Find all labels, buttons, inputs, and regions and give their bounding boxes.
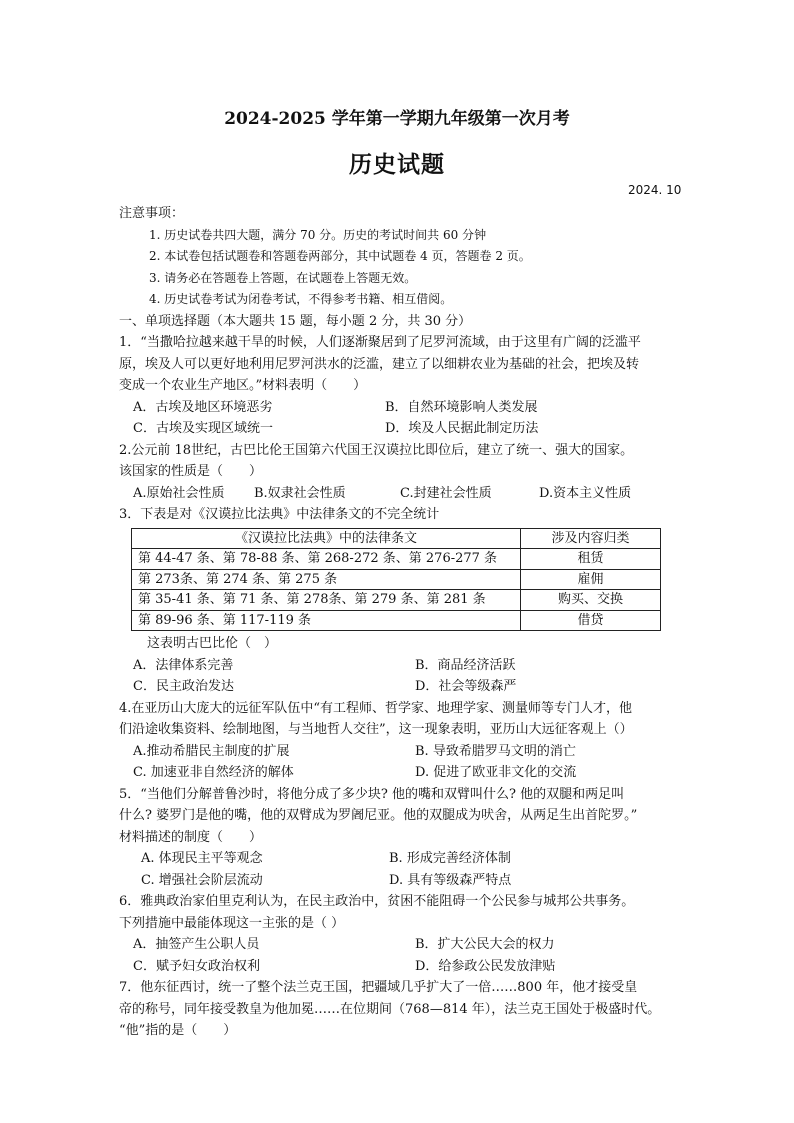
option-b: B.奴隶社会性质 (254, 485, 346, 501)
notice-item: 3. 请务必在答题卷上答题，在试题卷上答题无效。 (149, 270, 417, 285)
question-4 (119, 698, 679, 784)
option-a: A．法律体系完善 (133, 657, 234, 673)
table-header: 《汉谟拉比法典》中的法律条文 (132, 528, 521, 549)
law-table (131, 528, 661, 632)
table-cell: 第 273条、第 274 条、第 275 条 (132, 569, 521, 590)
table-header-row (132, 528, 661, 549)
notice-item: 1. 历史试卷共四大题，满分 70 分。历史的考试时间共 60 分钟 (149, 227, 487, 242)
table-cell: 第 35-41 条、第 71 条、第 278条、第 279 条、第 281 条 (132, 590, 521, 611)
table-row (132, 569, 661, 590)
option-a: A．抽签产生公职人员 (133, 937, 260, 952)
question-7 (119, 977, 679, 1042)
question-text: 变成一个农业生产地区。”材料表明（ ） (119, 378, 367, 393)
question-3 (119, 504, 679, 698)
table-cell: 雇佣 (521, 569, 661, 590)
option-d: D. 具有等级森严特点 (389, 872, 512, 888)
table-row (132, 610, 661, 631)
table-cell: 借贷 (521, 610, 661, 631)
option-a: A．古埃及地区环境恶劣 (133, 399, 273, 415)
option-d: D．埃及人民据此制定历法 (385, 421, 539, 436)
question-text: 们沿途收集资料、绘制地图，与当地哲人交往”，这一现象表明，亚历山大远征客观上（） (119, 722, 633, 737)
option-c: C.封建社会性质 (400, 485, 492, 501)
question-1 (119, 332, 679, 440)
question-text: 这表明古巴比伦（ ） (147, 636, 278, 651)
option-d: D. 促进了欧亚非文化的交流 (415, 765, 577, 780)
question-text: 6．雅典政治家伯里克利认为，在民主政治中，贫困不能阻碍一个公民参与城邦公共事务。 (119, 894, 635, 909)
table-cell: 购买、交换 (521, 590, 661, 611)
question-text: 4.在亚历山大庞大的远征军队伍中“有工程师、哲学家、地理学家、测量师等专门人才，他 (119, 700, 633, 716)
table-header: 涉及内容归类 (521, 528, 661, 549)
option-c: C. 增强社会阶层流动 (141, 872, 263, 888)
question-2 (119, 440, 679, 505)
option-b: B. 形成完善经济体制 (389, 851, 511, 866)
option-a: A.推动希腊民主制度的扩展 (133, 743, 290, 759)
question-5 (119, 784, 679, 892)
option-a: A. 体现民主平等观念 (141, 851, 263, 866)
table-cell: 租赁 (521, 549, 661, 570)
option-d: D．给参政公民发放津贴 (415, 958, 556, 974)
exam-date: 2024. 10 (628, 183, 682, 197)
table-row (132, 590, 661, 611)
notice-item: 4. 历史试卷考试为闭卷考试，不得参考书籍、相互借阅。 (149, 292, 453, 306)
option-d: D.资本主义性质 (539, 485, 632, 501)
option-c: C．民主政治发达 (133, 679, 234, 694)
question-text: 7．他东征西讨，统一了整个法兰克王国，把疆域几乎扩大了一倍……800 年，他才接受皇 (119, 980, 638, 995)
question-6 (119, 891, 679, 977)
option-c: C．赋予妇女政治权利 (133, 958, 260, 974)
option-c: C. 加速亚非自然经济的解体 (133, 765, 294, 780)
option-a: A.原始社会性质 (133, 485, 225, 501)
question-text: 原，埃及人可以更好地利用尼罗河洪水的泛滥，建立了以细耕农业为基础的社会，把埃及转 (119, 356, 640, 372)
table-cell: 第 89-96 条、第 117-119 条 (132, 610, 521, 631)
option-b: B．商品经济活跃 (415, 657, 516, 673)
exam-content (119, 203, 679, 1042)
option-c: C．古埃及实现区域统一 (133, 421, 273, 436)
section-heading: 一、单项选择题（本大题共 15 题，每小题 2 分，共 30 分） (119, 313, 472, 329)
table-cell: 第 44-47 条、第 78-88 条、第 268-272 条、第 276-277 条 (132, 549, 521, 570)
question-text: 材料描述的制度（ ） (119, 829, 263, 845)
notice-item: 2. 本试卷包括试题卷和答题卷两部分，其中试题卷 4 页，答题卷 2 页。 (149, 249, 531, 263)
question-text: “他”指的是（ ） (119, 1023, 237, 1038)
notice-heading: 注意事项： (119, 206, 185, 221)
question-text: 1．“当撒哈拉越来越干旱的时候，人们逐渐聚居到了尼罗河流域，由于这里有广阔的泛滥平 (119, 335, 641, 350)
question-text: 该国家的性质是（ ） (119, 464, 263, 479)
question-text: 3．下表是对《汉谟拉比法典》中法律条文的不完全统计 (119, 507, 440, 522)
exam-subtitle: 历史试题 (349, 151, 445, 178)
table-row (132, 549, 661, 570)
question-text: 帝的称号，同年接受教皇为他加冕……在位期间（768—814 年），法兰克王国处于极盛时代。 (119, 1001, 661, 1017)
option-b: B．扩大公民大会的权力 (415, 937, 555, 952)
option-d: D．社会等级森严 (415, 679, 517, 694)
question-text: 下列措施中最能体现这一主张的是（ ） (119, 915, 345, 931)
option-b: B．自然环境影响人类发展 (385, 399, 538, 415)
question-text: 5．“当他们分解普鲁沙时，将他分成了多少块? 他的嘴和双臂叫什么? 他的双腿和两足叫 (119, 786, 625, 802)
option-b: B. 导致希腊罗马文明的消亡 (415, 743, 576, 759)
question-text: 2.公元前 18世纪，古巴比伦王国第六代国王汉谟拉比即位后，建立了统一、强大的国家。 (119, 442, 634, 458)
question-text: 什么? 婆罗门是他的嘴，他的双臂成为罗阇尼亚。他的双腿成为吠舍，从两足生出首陀罗。” (119, 808, 638, 823)
exam-title: 2024-2025 学年第一学期九年级第一次月考 (224, 109, 570, 129)
